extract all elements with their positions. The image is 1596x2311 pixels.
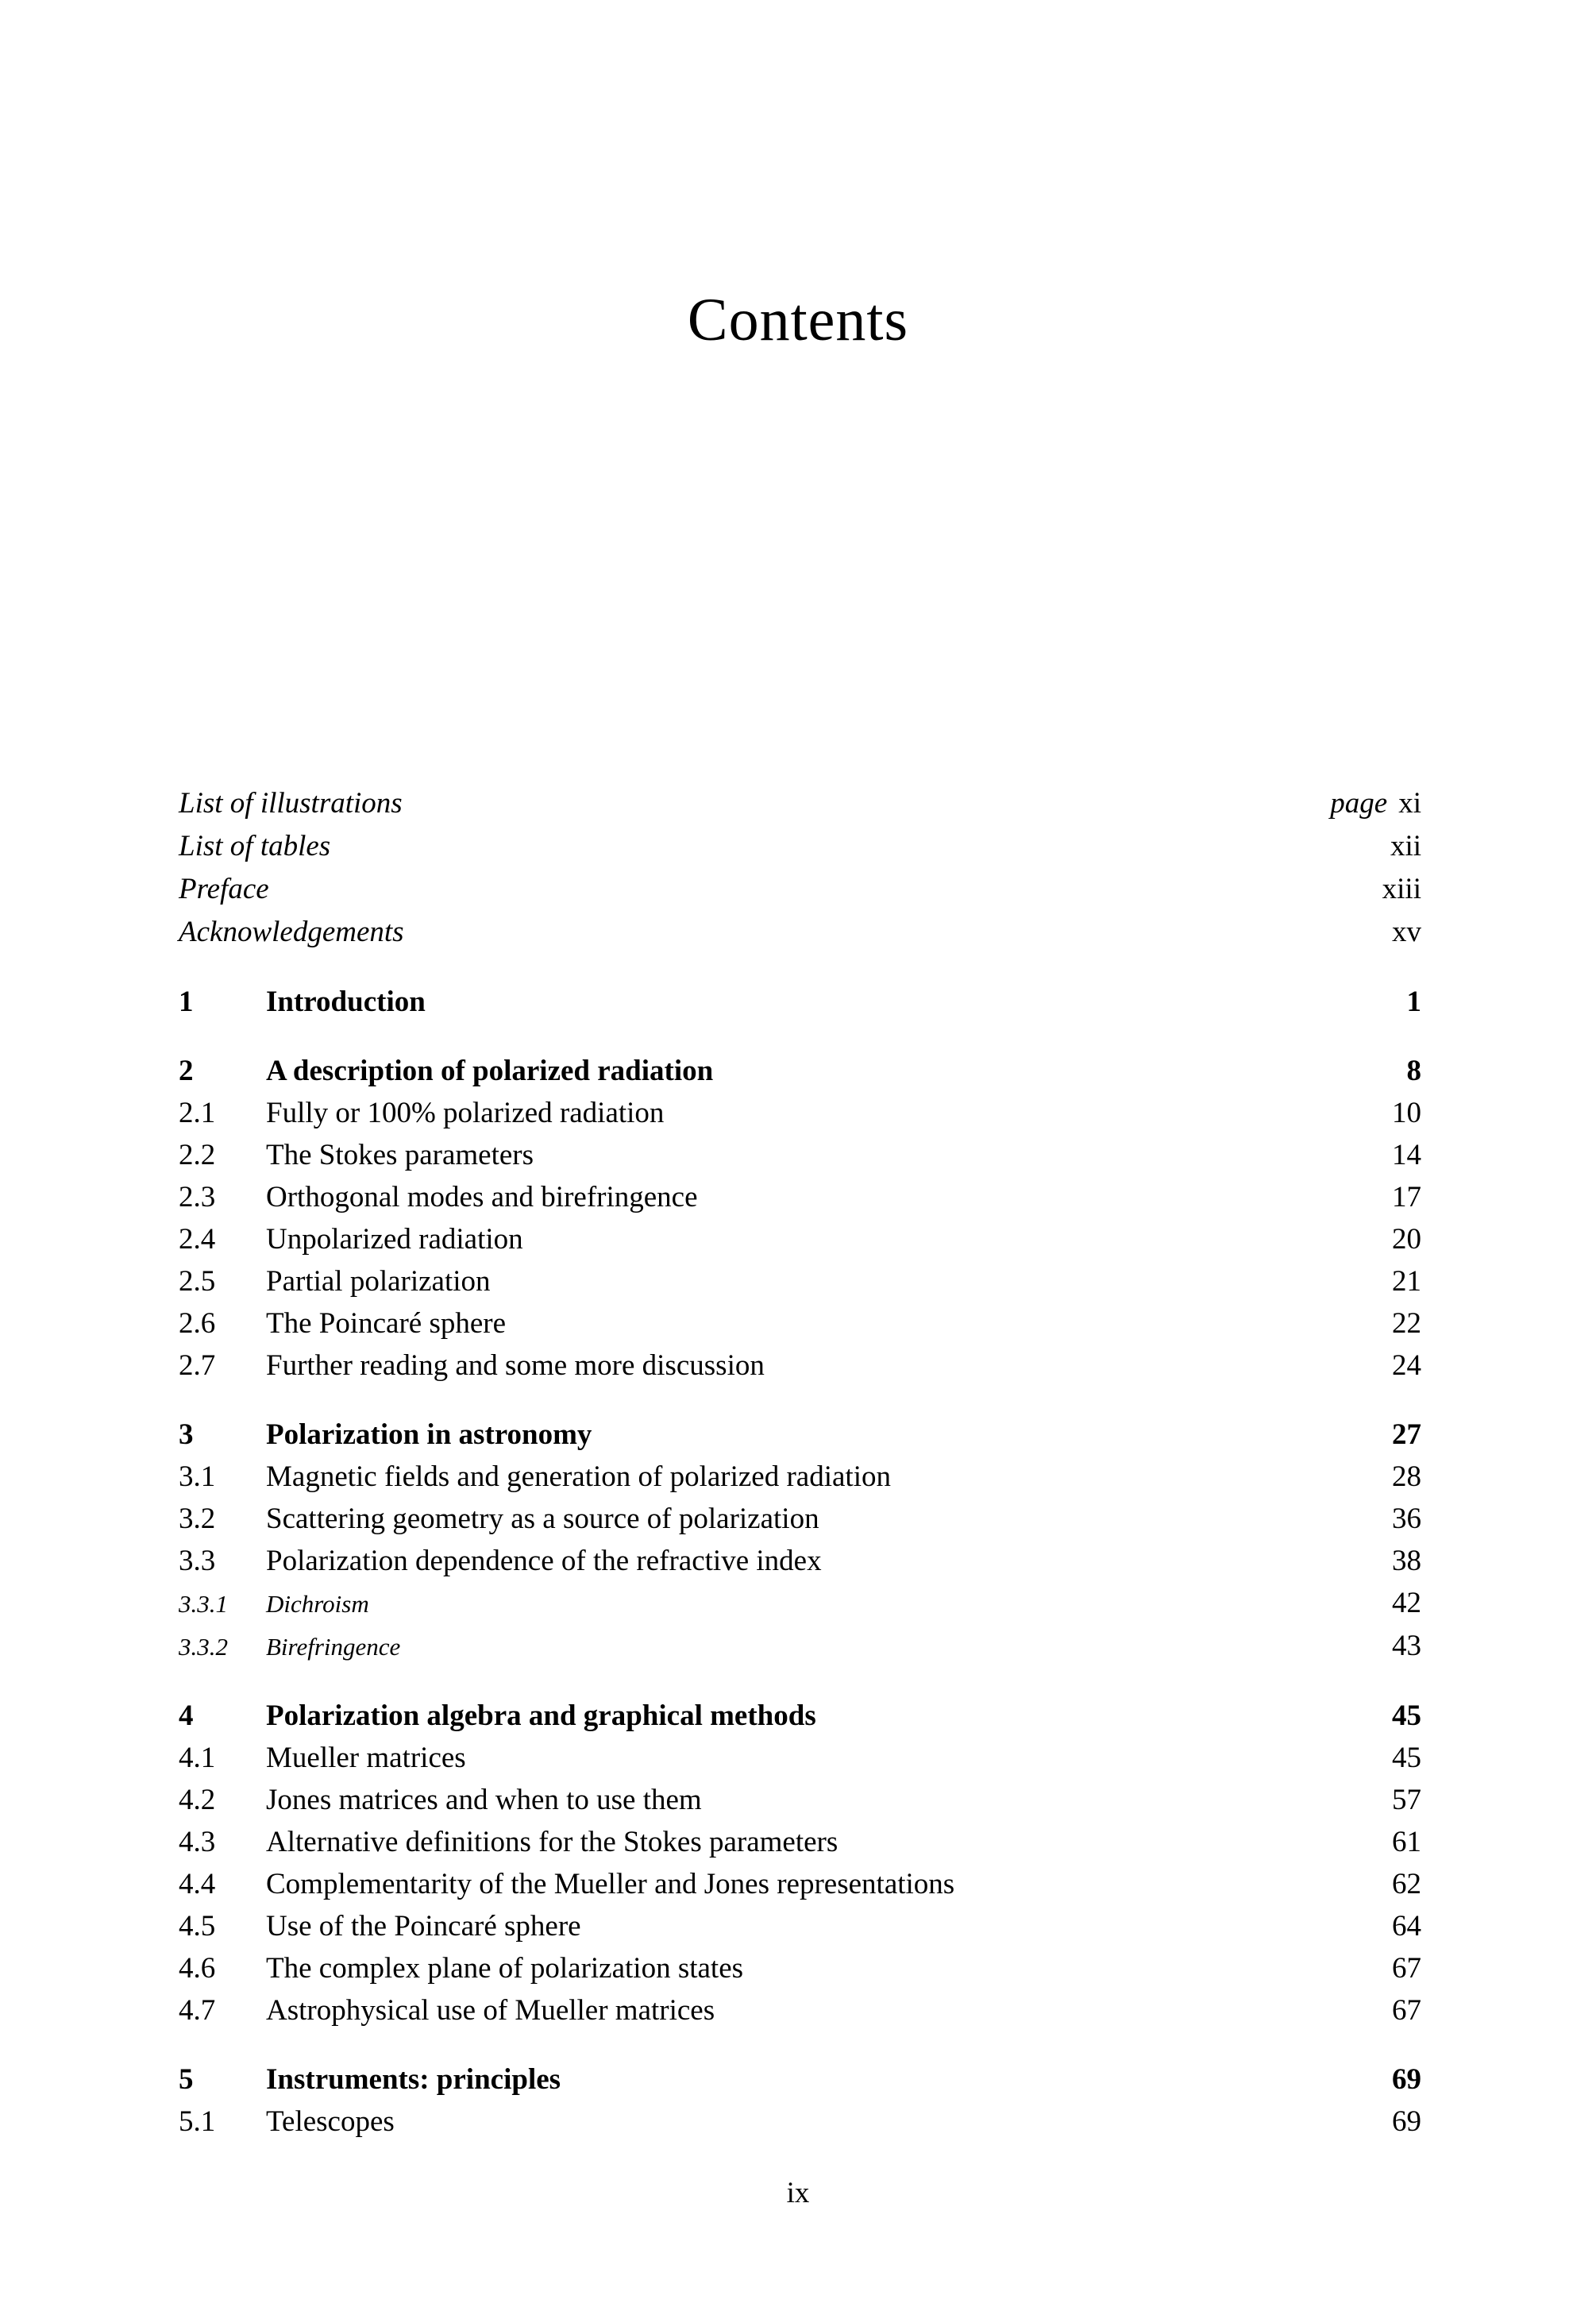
toc-entry-page: 27: [1392, 1418, 1421, 1451]
toc-entry-number: 3.1: [179, 1460, 216, 1493]
toc-entry-page: 45: [1392, 1699, 1421, 1732]
toc-front-matter-row[interactable]: [179, 782, 1421, 825]
toc-entry-page: 24: [1392, 1349, 1421, 1382]
toc-entry-page: 14: [1392, 1139, 1421, 1171]
toc-entry-page: [1302, 825, 1421, 868]
toc-front-matter-row[interactable]: [179, 911, 1421, 954]
toc-entry-row[interactable]: [179, 1582, 1421, 1625]
toc-entry-label: List of tables: [179, 830, 331, 862]
toc-entry-row[interactable]: [179, 1302, 1421, 1345]
toc-entry-page: 21: [1392, 1265, 1421, 1298]
toc-entry-label: The Stokes parameters: [266, 1139, 534, 1171]
toc-entry-page: 67: [1392, 1952, 1421, 1985]
toc-entry-number: 4.6: [179, 1952, 216, 1985]
toc-entry-row[interactable]: [179, 1092, 1421, 1134]
toc-entry-label: Telescopes: [266, 2105, 395, 2138]
toc-entry-page: 28: [1392, 1460, 1421, 1493]
toc-entry-page: 64: [1392, 1910, 1421, 1943]
toc-entry-number: 2.3: [179, 1181, 216, 1213]
folio-number: ix: [786, 2177, 810, 2209]
toc-entry-page: 45: [1392, 1742, 1421, 1774]
toc-entry-page-number: xi: [1398, 787, 1421, 820]
toc-entry-page: 43: [1392, 1630, 1421, 1662]
toc-entry-page: 69: [1392, 2063, 1421, 2096]
toc-entry-number: 2: [179, 1055, 194, 1087]
toc-entry-label: Partial polarization: [266, 1265, 491, 1298]
toc-entry-label: Polarization algebra and graphical methods: [266, 1699, 816, 1732]
toc-entry-page: 62: [1392, 1868, 1421, 1900]
toc-entry-number: 4.7: [179, 1994, 216, 2027]
toc-entry-number: 4.3: [179, 1826, 216, 1858]
toc-entry-number: 4: [179, 1699, 194, 1732]
toc-entry-label: The complex plane of polarization states: [266, 1952, 744, 1985]
toc-entry-page: 8: [1406, 1055, 1421, 1087]
toc-entry-row[interactable]: [179, 1498, 1421, 1540]
toc-entry-page: 36: [1392, 1503, 1421, 1535]
toc-entry-page: 22: [1392, 1307, 1421, 1340]
toc-entry-page-number: xiii: [1382, 873, 1421, 905]
toc-entry-row[interactable]: [179, 1947, 1421, 1989]
toc-entry-page: 69: [1392, 2105, 1421, 2138]
toc-entry-row[interactable]: [179, 1540, 1421, 1582]
toc-entry-page: [1302, 868, 1421, 911]
toc-entry-label: List of illustrations: [179, 787, 403, 820]
toc-entry-page: 57: [1392, 1784, 1421, 1816]
toc-entry-label: Complementarity of the Mueller and Jones representations: [266, 1868, 955, 1900]
toc-entry-number: 3.2: [179, 1503, 216, 1535]
table-of-contents: [179, 782, 1421, 2143]
page-word-label: page: [1330, 787, 1388, 820]
toc-entry-page: 61: [1392, 1826, 1421, 1858]
toc-entry-row[interactable]: [179, 1218, 1421, 1260]
toc-entry-number: 4.4: [179, 1868, 216, 1900]
toc-entry-page: [1302, 911, 1421, 954]
toc-entry-label: Birefringence: [266, 1633, 401, 1661]
toc-entry-page: [1302, 782, 1421, 825]
toc-entry-label: Orthogonal modes and birefringence: [266, 1181, 698, 1213]
toc-entry-number: 2.7: [179, 1349, 216, 1382]
toc-entry-page: 42: [1392, 1587, 1421, 1619]
toc-entry-number: 4.2: [179, 1784, 216, 1816]
toc-entry-label: Astrophysical use of Mueller matrices: [266, 1994, 715, 2027]
toc-entry-row[interactable]: [179, 1737, 1421, 1779]
front-matter-list: [179, 782, 1421, 954]
toc-entry-number: 2.4: [179, 1223, 216, 1256]
toc-entry-row[interactable]: [179, 1821, 1421, 1863]
toc-entry-row[interactable]: [179, 1695, 1421, 1737]
toc-entry-row[interactable]: [179, 1779, 1421, 1821]
toc-entry-label: Magnetic fields and generation of polarized radiation: [266, 1460, 891, 1493]
toc-entry-row[interactable]: [179, 1345, 1421, 1387]
toc-entry-number: 5.1: [179, 2105, 216, 2138]
toc-entry-number: 3.3.1: [179, 1590, 228, 1618]
toc-entry-label: Introduction: [266, 986, 426, 1018]
toc-entry-number: 3.3.2: [179, 1633, 228, 1661]
toc-entry-label: Polarization in astronomy: [266, 1418, 592, 1451]
toc-entry-page: 20: [1392, 1223, 1421, 1256]
toc-entry-page-number: xii: [1390, 830, 1421, 862]
toc-entry-label: Dichroism: [266, 1590, 369, 1618]
toc-entry-label: Jones matrices and when to use them: [266, 1784, 702, 1816]
toc-entry-row[interactable]: [179, 1050, 1421, 1092]
toc-front-matter-row[interactable]: [179, 868, 1421, 911]
toc-entry-row[interactable]: [179, 1625, 1421, 1668]
toc-entry-page: 1: [1406, 986, 1421, 1018]
toc-entry-number: 4.5: [179, 1910, 216, 1943]
toc-entry-row[interactable]: [179, 1134, 1421, 1176]
toc-entry-label: Acknowledgements: [179, 916, 404, 948]
toc-entry-number: 1: [179, 986, 194, 1018]
toc-entry-label: Scattering geometry as a source of polarization: [266, 1503, 819, 1535]
toc-entry-page: 10: [1392, 1097, 1421, 1129]
toc-entry-number: 3: [179, 1418, 194, 1451]
toc-entry-label: Instruments: principles: [266, 2063, 561, 2096]
toc-entry-page: 38: [1392, 1545, 1421, 1577]
toc-entry-number: 2.2: [179, 1139, 216, 1171]
toc-front-matter-row[interactable]: [179, 825, 1421, 868]
toc-entry-row[interactable]: [179, 1260, 1421, 1302]
toc-entry-row[interactable]: [179, 2101, 1421, 2143]
toc-entry-label: The Poincaré sphere: [266, 1307, 507, 1340]
toc-entry-number: 2.1: [179, 1097, 216, 1129]
toc-entry-row[interactable]: [179, 1176, 1421, 1218]
toc-entry-number: 4.1: [179, 1742, 216, 1774]
toc-entry-page: 17: [1392, 1181, 1421, 1213]
toc-entry-label: Unpolarized radiation: [266, 1223, 523, 1256]
toc-entry-number: 2.5: [179, 1265, 216, 1298]
toc-entry-label: Alternative definitions for the Stokes parameters: [266, 1826, 838, 1858]
toc-entry-label: Use of the Poincaré sphere: [266, 1910, 581, 1943]
toc-entry-page-number: xv: [1392, 916, 1421, 948]
toc-entry-row[interactable]: [179, 1456, 1421, 1498]
toc-entry-row[interactable]: [179, 1989, 1421, 2031]
toc-entry-number: 3.3: [179, 1545, 216, 1577]
toc-entry-row[interactable]: [179, 981, 1421, 1023]
toc-entry-number: 2.6: [179, 1307, 216, 1340]
toc-entry-page: 67: [1392, 1994, 1421, 2027]
toc-entry-label: Preface: [179, 873, 269, 905]
toc-entry-row[interactable]: [179, 1905, 1421, 1947]
toc-entry-label: Further reading and some more discussion: [266, 1349, 765, 1382]
page-title: Contents: [687, 287, 909, 353]
chapter-list: [179, 981, 1421, 2143]
toc-entry-label: A description of polarized radiation: [266, 1055, 714, 1087]
toc-entry-number: 5: [179, 2063, 194, 2096]
toc-entry-row[interactable]: [179, 1863, 1421, 1905]
toc-entry-row[interactable]: [179, 1414, 1421, 1456]
toc-entry-label: Mueller matrices: [266, 1742, 466, 1774]
toc-entry-row[interactable]: [179, 2058, 1421, 2101]
toc-entry-label: Polarization dependence of the refractive index: [266, 1545, 822, 1577]
toc-entry-label: Fully or 100% polarized radiation: [266, 1097, 665, 1129]
